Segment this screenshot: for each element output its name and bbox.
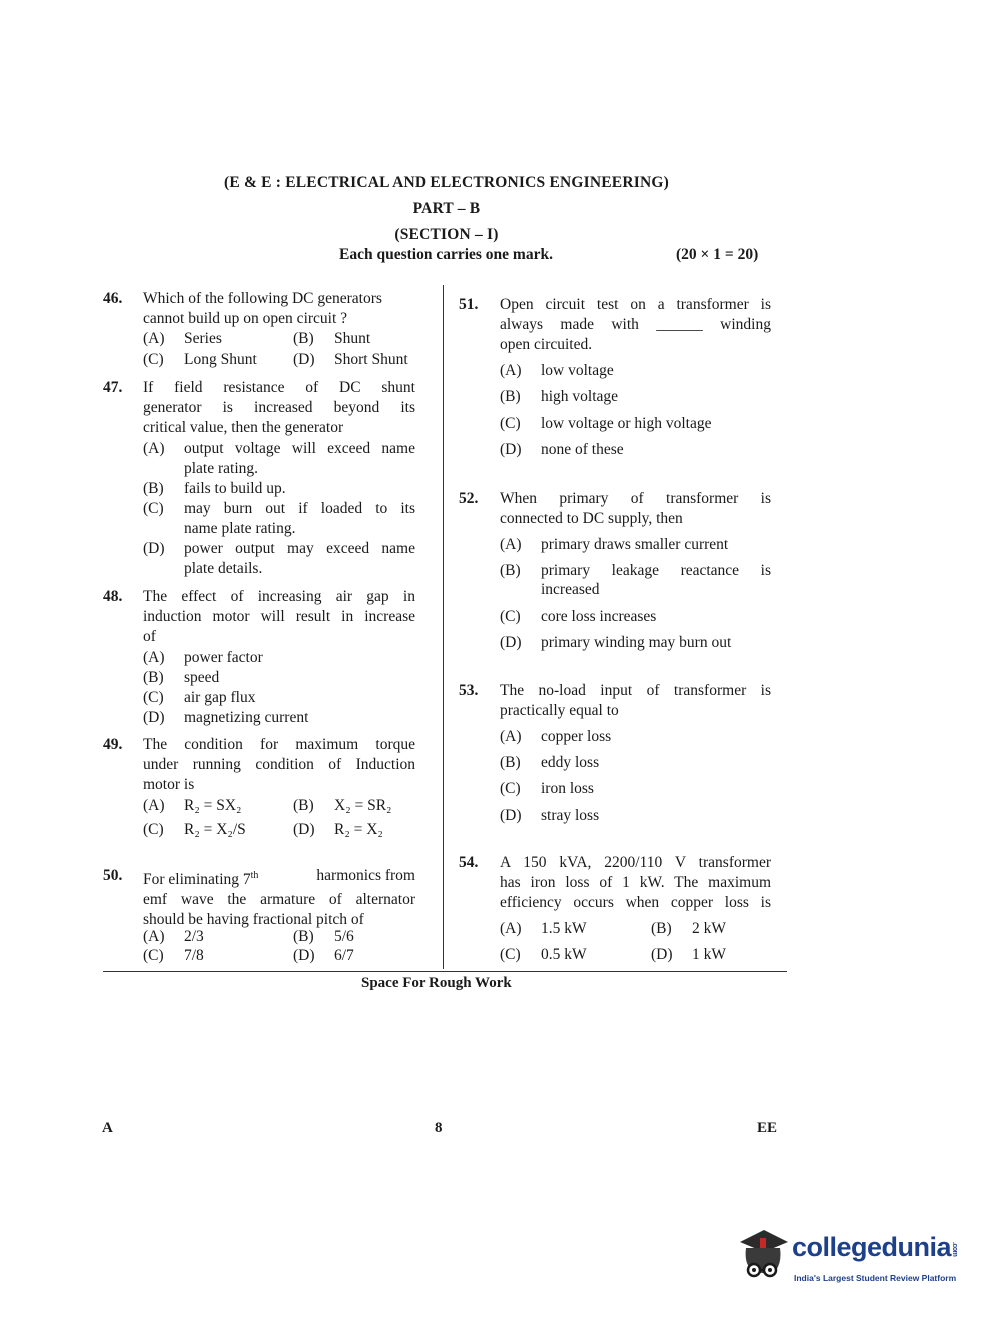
marks-text: (20 × 1 = 20) xyxy=(676,246,759,263)
question-50 xyxy=(103,866,423,966)
graduate-mascot-icon xyxy=(734,1224,790,1284)
option-c[interactable]: (C) 7/8 xyxy=(143,947,204,964)
question-stem: If field resistance of DC shunt generator is increased beyond its xyxy=(143,379,415,416)
option-b[interactable]: (B) high voltage xyxy=(500,388,619,405)
question-stem: When primary of transformer is connected to DC supply, then xyxy=(500,490,771,527)
column-divider xyxy=(443,285,444,969)
part-heading: PART – B xyxy=(412,200,481,217)
option-a[interactable]: (A) primary draws smaller current xyxy=(500,536,729,553)
option-a[interactable]: (A) output voltage will exceed name plate rating. xyxy=(143,440,415,477)
option-d[interactable]: (D) R₂ = X₂ xyxy=(293,821,383,838)
option-d[interactable]: (D) none of these xyxy=(500,441,624,458)
option-c[interactable]: (C) air gap flux xyxy=(143,689,256,706)
option-a[interactable]: (A) low voltage xyxy=(500,362,614,379)
instruction-text: Each question carries one mark. xyxy=(339,246,553,263)
subject-code: EE xyxy=(757,1120,778,1136)
question-46 xyxy=(103,289,423,373)
question-54 xyxy=(459,853,779,968)
option-c[interactable]: (C) core loss increases xyxy=(500,608,657,625)
question-number: 54. xyxy=(459,854,479,871)
option-a[interactable]: (A) Series xyxy=(143,330,222,347)
option-a[interactable]: (A) power factor xyxy=(143,649,263,666)
question-number: 49. xyxy=(103,736,123,753)
question-52 xyxy=(459,489,779,659)
question-stem: A 150 kVA, 2200/110 V transformer has iron loss of 1 kW. The maximum efficiency occurs when copper loss is xyxy=(500,854,771,911)
brand-tagline: India's Largest Student Review Platform xyxy=(794,1273,957,1283)
question-number: 51. xyxy=(459,296,479,313)
question-stem: The effect of increasing air gap in induction motor will result in increase xyxy=(143,588,415,625)
option-d[interactable]: (D) 1 kW xyxy=(651,946,727,963)
option-b[interactable]: (B) X₂ = SR₂ xyxy=(293,797,392,814)
option-b[interactable]: (B) fails to build up. xyxy=(143,480,286,497)
brand-name: collegedunia.com xyxy=(792,1232,959,1262)
option-d[interactable]: (D) 6/7 xyxy=(293,947,354,964)
option-c[interactable]: (C) iron loss xyxy=(500,780,594,797)
question-stem: The no-load input of transformer is practically equal to xyxy=(500,682,771,719)
option-c[interactable]: (C) Long Shunt xyxy=(143,351,257,368)
option-b[interactable]: (B) Shunt xyxy=(293,330,371,347)
option-d[interactable]: (D) magnetizing current xyxy=(143,709,309,726)
question-stem: Open circuit test on a transformer is always made with ______ winding xyxy=(500,296,771,333)
option-d[interactable]: (D) primary winding may burn out xyxy=(500,634,732,651)
option-d[interactable]: (D) Short Shunt xyxy=(293,351,408,368)
exam-subject-heading: (E & E : ELECTRICAL AND ELECTRONICS ENGINEERING) xyxy=(224,174,669,191)
question-48: 48. The effect of increasing air gap in induction motor will result in increase of (A) power factor (B) speed (C) air gap flux (D) magnetizing current xyxy=(103,588,415,726)
question-stem: The condition for maximum torque under running condition of Induction xyxy=(143,736,415,773)
booklet-series: A xyxy=(102,1120,113,1136)
option-b[interactable]: (B) primary leakage reactance is increased xyxy=(500,562,771,598)
question-49: 49. The condition for maximum torque under running condition of Induction motor is (A) R₂ = SX₂ (B) X₂ = SR₂ (C) R₂ = X₂/S (D) R₂ = X₂ xyxy=(103,736,415,838)
section-heading: (SECTION – I) xyxy=(394,226,499,243)
question-stem: For eliminating 7th harmonics from emf wave the armature of alternator should be having fractional pitch of xyxy=(143,867,415,929)
collegedunia-watermark xyxy=(734,1222,964,1292)
question-53 xyxy=(459,681,779,831)
option-b[interactable]: (B) eddy loss xyxy=(500,754,600,771)
option-b[interactable]: (B) 2 kW xyxy=(651,920,727,937)
option-a[interactable]: (A) 2/3 xyxy=(143,928,204,945)
option-a[interactable]: (A) R₂ = SX₂ xyxy=(143,797,242,814)
question-47: 47. If field resistance of DC shunt generator is increased beyond its critical value, then the generator (A) output voltage will exceed name plate rating. (B) fails to build up. (C) may burn out if loaded to its name plate rating. (D) power output may exceed name plate details. xyxy=(103,379,415,577)
rough-work-divider xyxy=(103,971,787,972)
option-d[interactable]: (D) power output may exceed name plate details. xyxy=(143,540,415,577)
option-b[interactable]: (B) speed xyxy=(143,669,220,686)
option-a[interactable]: (A) copper loss xyxy=(500,728,612,745)
question-number: 52. xyxy=(459,490,479,507)
option-b[interactable]: (B) 5/6 xyxy=(293,928,354,945)
option-c[interactable]: (C) 0.5 kW xyxy=(500,946,587,963)
option-c[interactable]: (C) low voltage or high voltage xyxy=(500,415,712,432)
question-number: 47. xyxy=(103,379,123,396)
option-d[interactable]: (D) stray loss xyxy=(500,807,600,824)
question-51: 51. Open circuit test on a transformer is always made with ______ winding open circuited. (A) low voltage (B) high voltage (C) low voltage or high voltage (D) none of these xyxy=(459,296,771,458)
question-number: 48. xyxy=(103,588,123,605)
page-number: 8 xyxy=(435,1120,443,1136)
rough-work-label: Space For Rough Work xyxy=(361,975,512,991)
option-c[interactable]: (C) R₂ = X₂/S xyxy=(143,821,246,838)
option-a[interactable]: (A) 1.5 kW xyxy=(500,920,587,937)
question-stem: Which of the following DC generators cannot build up on open circuit ? xyxy=(143,290,382,327)
option-c[interactable]: (C) may burn out if loaded to its name plate rating. xyxy=(143,500,415,537)
question-number: 50. xyxy=(103,867,123,884)
question-number: 53. xyxy=(459,682,479,699)
question-number: 46. xyxy=(103,290,123,307)
